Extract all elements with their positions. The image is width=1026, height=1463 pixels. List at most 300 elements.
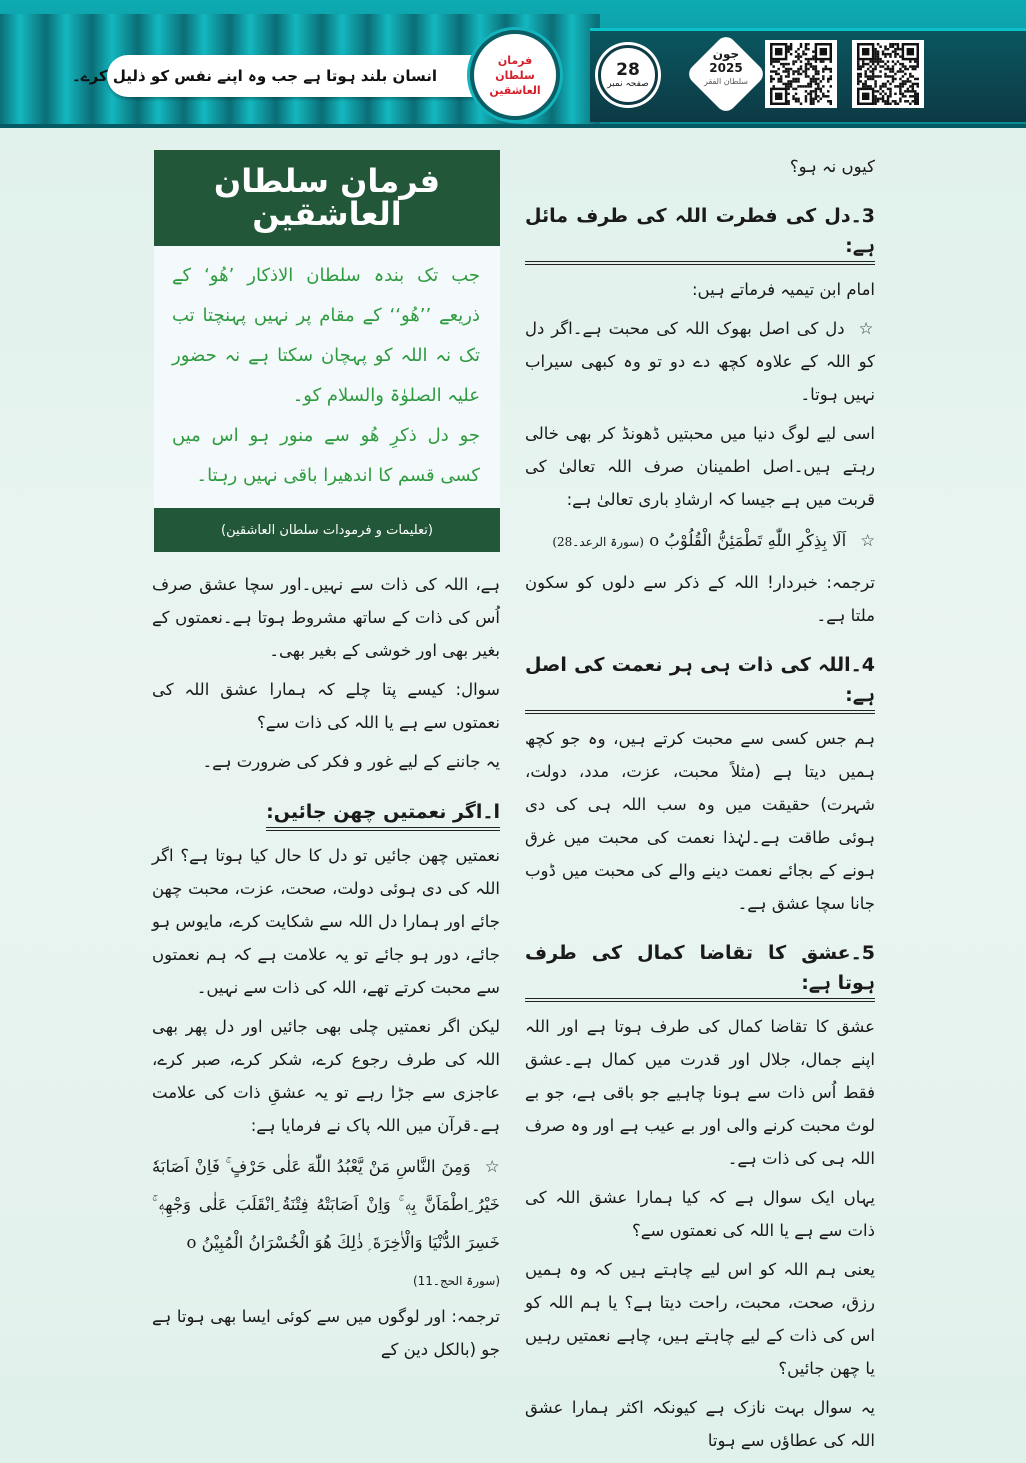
- qr-module: [877, 50, 879, 52]
- qr-module: [815, 88, 817, 90]
- paragraph: یعنی ہم اللہ کو اس لیے چاہتے ہیں کہ وہ ہمیں رزق، صحت، محبت، راحت دیتا ہے؟ یا ہم اللہ کو اس کی ذات کے لیے چاہتے ہیں، چاہے نعمتیں رہیں یا چھن جائیں؟: [525, 1260, 875, 1378]
- qr-module: [894, 63, 896, 65]
- qr-module: [780, 78, 782, 80]
- qr-module: [887, 103, 889, 105]
- qr-module: [907, 100, 909, 102]
- qr-module: [812, 55, 814, 57]
- qr-module: [902, 80, 904, 82]
- section-heading-4-wrap: [525, 650, 875, 712]
- qr-module: [887, 68, 889, 70]
- qr-module: [795, 70, 797, 72]
- qr-module: [795, 60, 797, 62]
- qr-module: [822, 95, 824, 97]
- qr-module: [780, 75, 782, 77]
- qr-module: [797, 80, 799, 82]
- qr-module: [879, 88, 881, 90]
- qr-module: [800, 73, 802, 75]
- qr-module: [894, 43, 896, 45]
- qr-module: [899, 100, 901, 102]
- qr-module: [800, 55, 802, 57]
- qr-module: [787, 70, 789, 72]
- verse-text: اَلَا بِذِكْرِ اللّٰهِ تَطْمَئِنُّ الْقُلُوْبُ o: [649, 531, 847, 550]
- qr-module: [914, 103, 916, 105]
- translation: ترجمہ: اور لوگوں میں سے کوئی ایسا بھی ہوتا ہے جو (بالکل دین کے: [152, 1307, 500, 1359]
- qr-module: [867, 63, 869, 65]
- qr-module: [902, 93, 904, 95]
- qr-module: [892, 65, 894, 67]
- qr-module: [869, 65, 871, 67]
- qr-module: [859, 75, 861, 77]
- qr-module: [810, 98, 812, 100]
- qr-module: [862, 65, 864, 67]
- qr-finder-center: [862, 48, 869, 55]
- qr-module: [787, 45, 789, 47]
- qr-module: [812, 65, 814, 67]
- qr-module: [877, 90, 879, 92]
- qr-module: [805, 85, 807, 87]
- qr-module: [805, 48, 807, 50]
- qr-module: [914, 83, 916, 85]
- qr-module: [782, 83, 784, 85]
- qr-module: [797, 58, 799, 60]
- qr-module: [864, 80, 866, 82]
- qr-module: [889, 45, 891, 47]
- qr-module: [859, 80, 861, 82]
- qr-module: [917, 93, 919, 95]
- qr-module: [902, 83, 904, 85]
- qr-module: [862, 83, 864, 85]
- qr-module: [857, 63, 859, 65]
- qr-module: [805, 75, 807, 77]
- qr-module: [902, 70, 904, 72]
- qr-module: [787, 63, 789, 65]
- qr-module: [787, 50, 789, 52]
- qr-module: [822, 85, 824, 87]
- qr-module: [790, 48, 792, 50]
- qr-module: [882, 83, 884, 85]
- qr-module: [899, 98, 901, 100]
- star-outline-icon: ☆: [858, 319, 876, 338]
- qr-code-icon[interactable]: [765, 40, 837, 108]
- qr-module: [802, 70, 804, 72]
- qr-finder-center: [775, 48, 782, 55]
- qr-module: [909, 80, 911, 82]
- qr-module: [889, 95, 891, 97]
- qr-module: [810, 65, 812, 67]
- qr-module: [864, 63, 866, 65]
- qr-module: [810, 58, 812, 60]
- qr-module: [909, 90, 911, 92]
- qr-module: [884, 63, 886, 65]
- qr-module: [787, 88, 789, 90]
- qr-module: [887, 88, 889, 90]
- qr-module: [792, 78, 794, 80]
- qr-module: [792, 88, 794, 90]
- qr-module: [909, 95, 911, 97]
- qr-module: [879, 93, 881, 95]
- qr-module: [787, 83, 789, 85]
- qr-module: [807, 60, 809, 62]
- qr-module: [874, 83, 876, 85]
- qr-module: [899, 48, 901, 50]
- paragraph: اسی لیے لوگ دنیا میں محبتیں ڈھونڈ کر بھی خالی رہتے ہیں۔اصل اطمینان صرف اللہ تعالیٰ کی قربت میں ہے جیسا کہ ارشادِ باری تعالیٰ ہے:: [525, 424, 875, 509]
- qr-module: [815, 78, 817, 80]
- qr-module: [810, 83, 812, 85]
- qr-module: [869, 60, 871, 62]
- qr-module: [805, 65, 807, 67]
- verse: [152, 1148, 500, 1262]
- qr-module: [902, 65, 904, 67]
- qr-module: [795, 93, 797, 95]
- qr-module: [802, 53, 804, 55]
- qr-module: [782, 63, 784, 65]
- qr-module: [827, 80, 829, 82]
- motto-banner: انسان بلند ہوتا ہے جب وہ اپنے نفس کو ذلیل کرے۔: [107, 55, 507, 97]
- qr-finder-center: [907, 48, 914, 55]
- qr-module: [805, 73, 807, 75]
- magazine-name: سلطان الفقر: [704, 77, 748, 86]
- qr-module: [787, 103, 789, 105]
- qr-module: [787, 75, 789, 77]
- qr-module: [882, 53, 884, 55]
- qr-module: [889, 83, 891, 85]
- qr-module: [899, 83, 901, 85]
- qr-module: [812, 103, 814, 105]
- qr-module: [917, 60, 919, 62]
- qr-module: [867, 85, 869, 87]
- qr-module: [817, 78, 819, 80]
- qr-module: [887, 48, 889, 50]
- qr-module: [810, 95, 812, 97]
- qr-module: [892, 80, 894, 82]
- qr-module: [882, 60, 884, 62]
- qr-module: [917, 85, 919, 87]
- qr-module: [914, 95, 916, 97]
- paragraph: یہ سوال بہت نازک ہے کیونکہ اکثر ہمارا عشق اللہ کی عطاؤں سے ہوتا: [525, 1398, 875, 1450]
- qr-module: [894, 73, 896, 75]
- qr-module: [889, 55, 891, 57]
- qr-module: [897, 70, 899, 72]
- qr-module: [805, 100, 807, 102]
- qr-module: [894, 53, 896, 55]
- qr-module: [882, 95, 884, 97]
- qr-module: [904, 68, 906, 70]
- qr-module: [912, 100, 914, 102]
- qr-module: [780, 63, 782, 65]
- qr-module: [825, 68, 827, 70]
- qr-module: [867, 78, 869, 80]
- qr-module: [859, 65, 861, 67]
- qr-module: [772, 85, 774, 87]
- verse: [525, 522, 875, 560]
- qr-module: [822, 75, 824, 77]
- qr-module: [917, 63, 919, 65]
- page-number: 28: [616, 59, 640, 80]
- qr-module: [822, 93, 824, 95]
- qr-module: [795, 80, 797, 82]
- qr-finder-center: [775, 93, 782, 100]
- qr-module: [877, 53, 879, 55]
- qr-module: [797, 68, 799, 70]
- qr-module: [914, 60, 916, 62]
- qr-module: [912, 75, 914, 77]
- qr-module: [904, 95, 906, 97]
- qr-module: [894, 85, 896, 87]
- qr-module: [899, 93, 901, 95]
- qr-module: [862, 60, 864, 62]
- qr-module: [785, 70, 787, 72]
- qr-module: [882, 65, 884, 67]
- qr-module: [917, 98, 919, 100]
- qr-finder-center: [820, 48, 827, 55]
- qr-module: [807, 48, 809, 50]
- qr-module: [777, 73, 779, 75]
- qr-module: [820, 88, 822, 90]
- verse-reference: (سورۃ الحج۔11): [412, 1274, 500, 1288]
- qr-module: [775, 70, 777, 72]
- qr-module: [807, 83, 809, 85]
- qr-module: [872, 68, 874, 70]
- qr-module: [800, 60, 802, 62]
- qr-module: [887, 53, 889, 55]
- qr-module: [909, 103, 911, 105]
- qr-module: [887, 100, 889, 102]
- qr-module: [800, 103, 802, 105]
- qr-module: [912, 95, 914, 97]
- qr-module: [802, 50, 804, 52]
- qr-module: [917, 100, 919, 102]
- qr-module: [902, 95, 904, 97]
- qr-module: [874, 55, 876, 57]
- qr-module: [907, 80, 909, 82]
- qr-module: [884, 83, 886, 85]
- qr-module: [815, 68, 817, 70]
- qr-module: [864, 70, 866, 72]
- qr-module: [812, 100, 814, 102]
- qr-module: [894, 93, 896, 95]
- qr-module: [884, 45, 886, 47]
- qr-module: [884, 73, 886, 75]
- qr-module: [792, 63, 794, 65]
- qr-module: [877, 98, 879, 100]
- qr-module: [914, 93, 916, 95]
- qr-module: [815, 90, 817, 92]
- paragraph: لیکن اگر نعمتیں چلی بھی جائیں اور دل پھر بھی اللہ کی طرف رجوع کرے، شکر کرے، صبر کرے، عاجزی سے جڑا رہے تو یہ عشقِ ذات کی علامت ہے۔قرآن میں اللہ پاک نے فرمایا ہے:: [152, 1017, 500, 1135]
- qr-module: [917, 65, 919, 67]
- qr-module: [812, 50, 814, 52]
- qr-module: [830, 68, 832, 70]
- qr-module: [807, 85, 809, 87]
- qr-module: [815, 65, 817, 67]
- qr-module: [797, 55, 799, 57]
- qr-module: [892, 43, 894, 45]
- qr-module: [807, 68, 809, 70]
- qr-module: [830, 60, 832, 62]
- qr-module: [884, 48, 886, 50]
- qr-module: [884, 93, 886, 95]
- qr-module: [897, 85, 899, 87]
- qr-module: [790, 80, 792, 82]
- verse-reference: (سورۃ الرعد۔28): [552, 535, 644, 549]
- quote-text: جب تک بندہ سلطان الاذکار ’ھُو‘ کے ذریعے ’’ھُو‘‘ کے مقام پر نہیں پہنچتا تب تک نہ اللہ کو پہچان سکتا ہے نہ حضور علیہ الصلوٰۃ والسلام کو۔: [172, 265, 480, 406]
- qr-module: [770, 60, 772, 62]
- qr-module: [815, 80, 817, 82]
- qr-module: [857, 80, 859, 82]
- qr-module: [914, 68, 916, 70]
- section-heading-3: 3۔دل کی فطرت اللہ کی طرف مائل ہے:: [525, 201, 875, 262]
- qr-module: [857, 75, 859, 77]
- qr-module: [787, 93, 789, 95]
- qr-module: [812, 98, 814, 100]
- qr-module: [795, 78, 797, 80]
- qr-module: [899, 78, 901, 80]
- qr-module: [897, 103, 899, 105]
- qr-module: [879, 98, 881, 100]
- qr-module: [877, 58, 879, 60]
- qr-module: [805, 58, 807, 60]
- star-outline-icon: ☆: [484, 1157, 500, 1176]
- qr-module: [785, 85, 787, 87]
- qr-module: [874, 80, 876, 82]
- qr-module: [807, 75, 809, 77]
- qr-module: [887, 75, 889, 77]
- qr-module: [899, 55, 901, 57]
- page-number-badge: [598, 45, 658, 105]
- qr-module: [817, 73, 819, 75]
- qr-module: [815, 70, 817, 72]
- qr-module: [874, 98, 876, 100]
- qr-module: [879, 45, 881, 47]
- qr-module: [805, 63, 807, 65]
- qr-module: [874, 58, 876, 60]
- qr-module: [897, 53, 899, 55]
- qr-module: [872, 75, 874, 77]
- qr-module: [800, 65, 802, 67]
- qr-module: [859, 73, 861, 75]
- qr-module: [857, 65, 859, 67]
- qr-module: [914, 78, 916, 80]
- qr-module: [917, 78, 919, 80]
- qr-module: [857, 73, 859, 75]
- qr-module: [805, 53, 807, 55]
- qr-module: [805, 98, 807, 100]
- qr-module: [830, 100, 832, 102]
- section-heading-5: 5۔عشق کا تقاضا کمال کی طرف ہوتا ہے:: [525, 938, 875, 999]
- qr-module: [772, 65, 774, 67]
- qr-module: [770, 78, 772, 80]
- paragraph: کیوں نہ ہو؟: [789, 157, 875, 176]
- qr-module: [805, 70, 807, 72]
- qr-module: [889, 70, 891, 72]
- qr-module: [909, 85, 911, 87]
- magazine-header: [0, 0, 1026, 128]
- qr-module: [815, 60, 817, 62]
- qr-module: [827, 100, 829, 102]
- qr-module: [912, 90, 914, 92]
- qr-module: [864, 83, 866, 85]
- qr-module: [907, 90, 909, 92]
- qr-module: [892, 100, 894, 102]
- qr-module: [787, 100, 789, 102]
- right-column: [525, 150, 875, 1463]
- qr-module: [805, 68, 807, 70]
- qr-module: [914, 100, 916, 102]
- qr-module: [872, 73, 874, 75]
- qr-code-icon[interactable]: [852, 40, 924, 108]
- qr-module: [825, 65, 827, 67]
- qr-module: [812, 68, 814, 70]
- qr-module: [800, 45, 802, 47]
- qr-module: [879, 70, 881, 72]
- star-outline-icon: ☆: [860, 531, 875, 550]
- qr-module: [879, 75, 881, 77]
- qr-module: [797, 70, 799, 72]
- qr-module: [912, 85, 914, 87]
- qr-module: [889, 93, 891, 95]
- qr-module: [772, 60, 774, 62]
- qr-module: [810, 93, 812, 95]
- qr-module: [874, 53, 876, 55]
- qr-module: [862, 63, 864, 65]
- qr-module: [884, 55, 886, 57]
- qr-module: [817, 70, 819, 72]
- qr-module: [894, 50, 896, 52]
- qr-module: [810, 103, 812, 105]
- qr-module: [869, 85, 871, 87]
- qr-module: [792, 98, 794, 100]
- paragraph: ہم جس کسی سے محبت کرتے ہیں، وہ جو کچھ ہمیں دیتا ہے (مثلاً محبت، عزت، مدد، دولت، شہرت) حقیقت میں وہ سب اللہ ہی کی دی ہوئی طاقت ہے۔لہٰذا نعمت کی محبت میں غرق ہونے کے بجائے نعمت دینے والے کی محبت میں ڈوب جانا سچا عشق ہے۔: [525, 729, 875, 913]
- qr-module: [790, 43, 792, 45]
- qr-module: [892, 68, 894, 70]
- qr-module: [805, 45, 807, 47]
- qr-module: [874, 75, 876, 77]
- logo-line-1: فرمان: [497, 53, 533, 67]
- qr-module: [815, 98, 817, 100]
- qr-module: [872, 63, 874, 65]
- qr-module: [775, 73, 777, 75]
- qr-module: [807, 43, 809, 45]
- qr-finder-center: [862, 93, 869, 100]
- qr-module: [904, 83, 906, 85]
- paragraph: امام ابن تیمیہ فرماتے ہیں:: [691, 280, 875, 299]
- qr-module: [785, 68, 787, 70]
- qr-module: [782, 70, 784, 72]
- qr-module: [797, 98, 799, 100]
- qr-module: [817, 85, 819, 87]
- qr-module: [889, 43, 891, 45]
- qr-module: [889, 53, 891, 55]
- qr-module: [827, 95, 829, 97]
- qr-module: [777, 78, 779, 80]
- section-heading-1-wrap: [152, 796, 500, 829]
- qr-module: [810, 78, 812, 80]
- qr-module: [892, 45, 894, 47]
- section-heading-4: 4۔اللہ کی ذات ہی ہر نعمت کی اصل ہے:: [525, 650, 875, 711]
- qr-module: [792, 95, 794, 97]
- qr-module: [810, 85, 812, 87]
- qr-module: [805, 95, 807, 97]
- qr-module: [872, 78, 874, 80]
- qr-module: [877, 55, 879, 57]
- verse-text: وَمِنَ النَّاسِ مَنْ يَّعْبُدُ اللّٰهَ عَلٰى حَرْفٍ ۚ فَاِنْ اَصَابَهٗ خَيْرُ ِاطْمَاَنَّ بِهٖ ۚ وَاِنْ اَصَابَتْهُ فِتْنَةُ ِانْقَلَبَ عَلٰى وَجْهِهٖ ۚ خَسِرَ الدُّنْيَا وَالْاٰخِرَةَ ۭ ذٰلِكَ هُوَ الْخُسْرَانُ الْمُبِيْنُ o: [152, 1157, 500, 1252]
- qr-module: [902, 85, 904, 87]
- section-heading-5-wrap: [525, 938, 875, 1000]
- qr-module: [894, 55, 896, 57]
- qr-module: [822, 78, 824, 80]
- qr-module: [785, 75, 787, 77]
- qr-module: [810, 90, 812, 92]
- qr-module: [812, 78, 814, 80]
